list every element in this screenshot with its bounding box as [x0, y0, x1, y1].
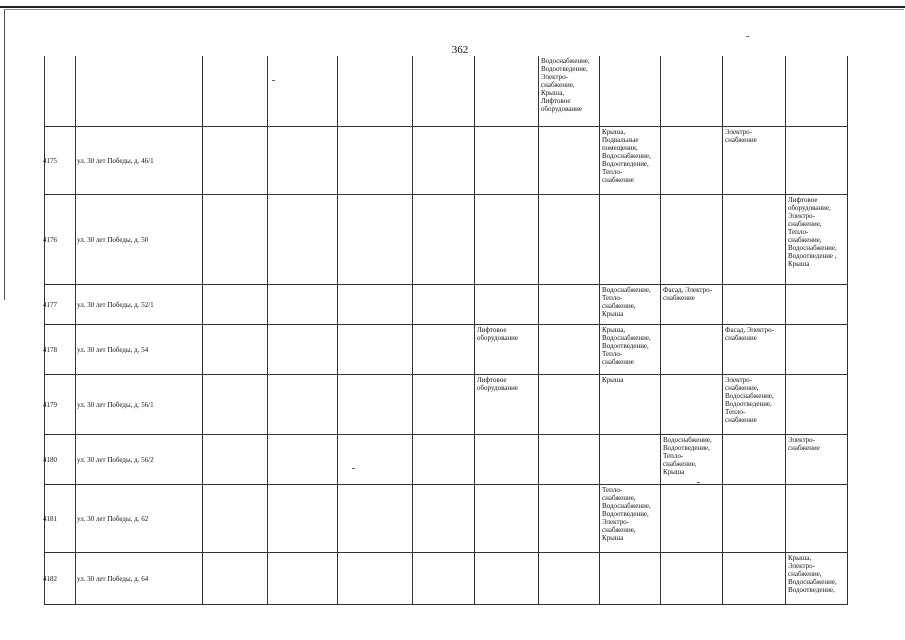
work-cell	[660, 127, 722, 195]
top-border-line	[0, 6, 905, 8]
work-cell	[412, 375, 474, 435]
work-cell: Тепло- снабжение, Водоснабжение, Водоотведение, Электро- снабжение, Крыша	[599, 485, 660, 553]
work-cell	[722, 435, 785, 485]
row-number-cell	[45, 285, 75, 325]
table-row	[45, 434, 847, 485]
address-cell	[75, 56, 202, 126]
scan-speck	[697, 482, 700, 483]
work-cell	[538, 375, 599, 435]
work-cell	[722, 285, 785, 325]
work-cell	[412, 435, 474, 485]
work-cell: Водоснабжение, Водоотведение, Электро- снабжение, Крыша, Лифтовое оборудование	[538, 56, 599, 126]
work-cell	[538, 127, 599, 195]
work-cell	[722, 485, 785, 553]
work-cell	[847, 435, 851, 485]
work-cell	[337, 553, 412, 605]
work-cell: Крыша	[599, 375, 660, 435]
work-cell	[599, 435, 660, 485]
work-cell	[202, 325, 267, 375]
row-number-cell	[45, 325, 75, 375]
row-number: 4176	[43, 236, 57, 244]
row-number-cell	[45, 375, 75, 435]
work-cell	[785, 56, 847, 126]
work-cell	[660, 325, 722, 375]
address-text: ул. 30 лет Победы, д. 56/2	[77, 456, 154, 464]
work-cell	[412, 553, 474, 605]
address-cell	[75, 375, 202, 435]
work-cell: Лифтовое оборудование, Электро- снабжение, Тепло- снабжение, Водоснабжение, Водоотведение , Крыша	[785, 195, 847, 285]
scan-speck	[746, 36, 749, 37]
row-number-cell	[45, 195, 75, 285]
work-cell	[267, 553, 337, 605]
address-cell	[75, 285, 202, 325]
work-cell	[722, 56, 785, 126]
address-cell	[75, 195, 202, 285]
work-cell	[660, 56, 722, 126]
top-border-thin-line	[4, 9, 904, 10]
work-cell	[412, 56, 474, 126]
work-cell	[847, 285, 851, 325]
page-number: 362	[451, 44, 469, 56]
work-cell	[412, 485, 474, 553]
work-cell	[202, 375, 267, 435]
work-cell	[337, 485, 412, 553]
address-text: ул. 30 лет Победы, д. 64	[77, 575, 149, 583]
table-row	[45, 126, 847, 195]
address-text: ул. 30 лет Победы, д. 52/1	[77, 301, 154, 309]
work-cell	[847, 195, 851, 285]
work-cell	[474, 285, 538, 325]
address-text: ул. 30 лет Победы, д. 62	[77, 515, 149, 523]
work-cell	[785, 285, 847, 325]
table-row	[45, 284, 847, 325]
row-number-cell	[45, 485, 75, 553]
work-cell	[474, 553, 538, 605]
work-cell: Фасад, Электро- снабжение	[722, 325, 785, 375]
address-text: ул. 30 лет Победы, д. 46/1	[77, 157, 154, 165]
work-cell	[337, 285, 412, 325]
work-cell: Фасад, Электро- снабжение	[660, 285, 722, 325]
work-cell	[474, 56, 538, 126]
work-cell	[267, 325, 337, 375]
row-number-cell	[45, 435, 75, 485]
table-row	[45, 552, 847, 605]
scan-speck	[272, 80, 275, 81]
row-number: 4175	[43, 157, 57, 165]
work-cell	[847, 553, 851, 605]
table-row	[45, 56, 847, 126]
work-cell	[202, 285, 267, 325]
address-cell	[75, 553, 202, 605]
address-text: ул. 30 лет Победы, д. 50	[77, 236, 149, 244]
address-text: ул. 30 лет Победы, д. 54	[77, 346, 149, 354]
work-cell	[474, 485, 538, 553]
work-cell	[599, 56, 660, 126]
row-number: 4180	[43, 456, 57, 464]
work-cell: Водоснабжение, Тепло- снабжение, Крыша	[599, 285, 660, 325]
address-text: ул. 30 лет Победы, д. 56/1	[77, 401, 154, 409]
work-cell	[267, 195, 337, 285]
row-number-cell	[45, 127, 75, 195]
work-cell	[267, 485, 337, 553]
work-cell	[267, 285, 337, 325]
table-row	[45, 374, 847, 435]
work-cell	[202, 553, 267, 605]
work-cell: Крыша, Электро- снабжение, Водоснабжение, Водоотведение,	[785, 553, 847, 605]
work-cell	[337, 325, 412, 375]
work-cell	[785, 127, 847, 195]
work-cell	[202, 56, 267, 126]
work-cell	[202, 435, 267, 485]
work-cell	[412, 285, 474, 325]
work-cell	[660, 485, 722, 553]
work-cell	[847, 127, 851, 195]
row-number: 4181	[43, 515, 57, 523]
work-cell: Лифтовое оборудование	[474, 325, 538, 375]
work-cell	[337, 435, 412, 485]
work-cell	[267, 127, 337, 195]
table-row	[45, 194, 847, 285]
work-cell	[785, 325, 847, 375]
work-cell	[785, 485, 847, 553]
work-cell	[202, 485, 267, 553]
work-cell	[599, 195, 660, 285]
address-cell	[75, 435, 202, 485]
address-cell	[75, 127, 202, 195]
work-cell	[202, 127, 267, 195]
work-cell	[538, 285, 599, 325]
work-cell	[538, 195, 599, 285]
work-cell	[785, 375, 847, 435]
row-number: 4178	[43, 346, 57, 354]
work-cell	[722, 553, 785, 605]
work-cell	[474, 127, 538, 195]
row-number: 4182	[43, 575, 57, 583]
work-cell	[660, 195, 722, 285]
work-cell	[538, 435, 599, 485]
work-cell	[660, 375, 722, 435]
work-cell	[412, 325, 474, 375]
work-cell	[599, 553, 660, 605]
work-cell: Лифтовое оборудование	[474, 375, 538, 435]
work-cell	[412, 127, 474, 195]
work-cell	[538, 485, 599, 553]
work-cell	[474, 435, 538, 485]
work-cell	[267, 435, 337, 485]
table-row	[45, 484, 847, 553]
work-cell	[847, 375, 851, 435]
work-cell	[722, 195, 785, 285]
address-cell	[75, 325, 202, 375]
work-cell	[337, 375, 412, 435]
table-row	[45, 324, 847, 375]
work-cell: Электро- снабжение, Водоснабжение, Водоотведение, Тепло- снабжение	[722, 375, 785, 435]
work-cell	[474, 195, 538, 285]
left-scan-edge	[4, 10, 5, 300]
work-cell	[538, 325, 599, 375]
work-cell: Крыша, Подвальные помещения, Водоснабжение, Водоотведение, Тепло- снабжение	[599, 127, 660, 195]
work-cell	[412, 195, 474, 285]
work-cell	[538, 553, 599, 605]
work-cell: Крыша, Водоснабжение, Водоотведение, Тепло- снабжение	[599, 325, 660, 375]
work-cell: Водоснабжение, Водоотведение, Тепло- снабжение, Крыша	[660, 435, 722, 485]
work-cell: Электро- снабжение	[722, 127, 785, 195]
work-cell	[847, 56, 851, 126]
work-cell	[660, 553, 722, 605]
row-number: 4179	[43, 401, 57, 409]
work-cell: Электро- снабжение	[785, 435, 847, 485]
works-table	[44, 56, 848, 605]
address-cell	[75, 485, 202, 553]
work-cell	[202, 195, 267, 285]
work-cell	[337, 127, 412, 195]
work-cell	[337, 195, 412, 285]
row-number-cell	[45, 553, 75, 605]
scan-speck	[352, 468, 355, 469]
work-cell	[337, 56, 412, 126]
work-cell	[847, 485, 851, 553]
work-cell	[847, 325, 851, 375]
work-cell	[267, 56, 337, 126]
row-number: 4177	[43, 301, 57, 309]
work-cell	[267, 375, 337, 435]
row-number-cell	[45, 56, 75, 126]
